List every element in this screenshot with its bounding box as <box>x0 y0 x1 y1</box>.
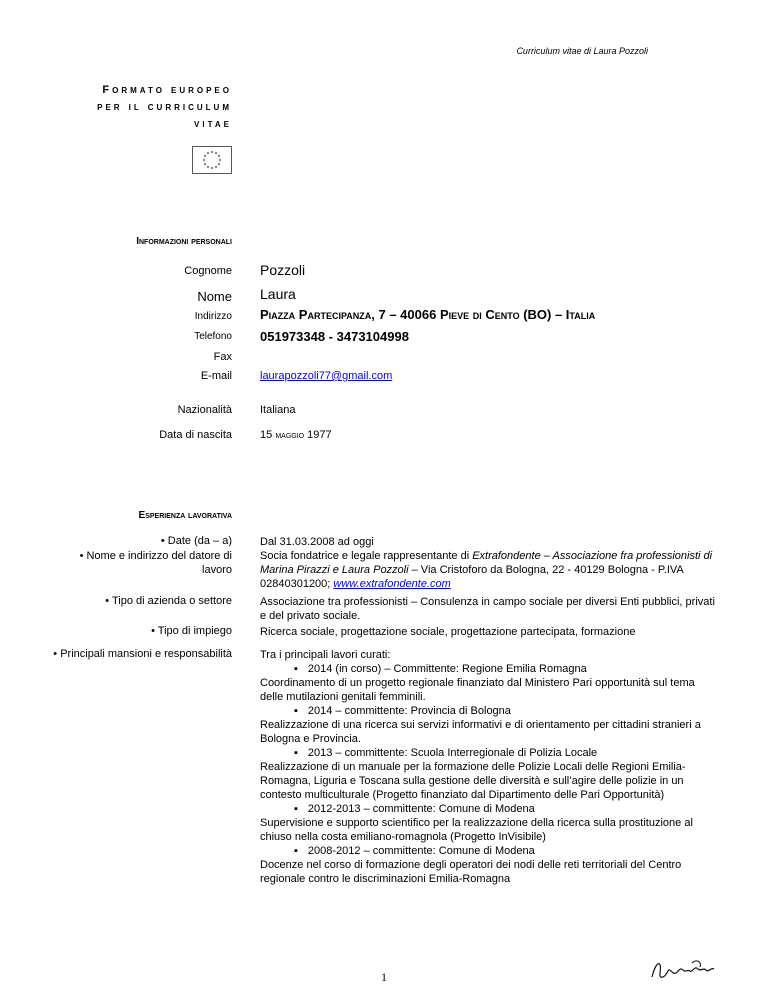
title-line-1: Formato europeo <box>102 84 232 96</box>
employer-name: Extrafondente – Associazione fra professionisti di Marina Pirazzi e Laura Pozzoli <box>260 550 713 576</box>
label-nome: Nome <box>197 289 232 304</box>
label-duties: • Principali mansioni e responsabilità <box>53 648 232 660</box>
duty-bullet: ▪ 2012-2013 – committente: Comune di Modena <box>260 802 720 816</box>
birth-day: 15 <box>260 429 273 441</box>
value-telefono: 051973348 - 3473104998 <box>260 329 409 344</box>
title-line-2: per il curriculum <box>97 101 232 113</box>
page-number: 1 <box>381 970 387 984</box>
value-indirizzo: Piazza Partecipanza, 7 – 40066 Pieve di Cento (BO) – Italia <box>260 307 596 322</box>
label-telefono: Telefono <box>194 331 232 342</box>
label-date: • Date (da – a) <box>160 535 232 547</box>
value-nome: Laura <box>260 286 296 302</box>
label-employer-line-2: lavoro <box>202 564 232 576</box>
eu-flag-icon <box>192 146 232 174</box>
duty-text: Realizzazione di un manuale per la formazione delle Polizie Locali delle Regioni Emilia-Romagna, Liguria e Toscana sulla gestione delle diversità e sull’agire delle polizie in un contesto multiculturale (Progetto finanziato dal Dipartimento delle Pari Opportunità) <box>260 761 686 801</box>
duty-text: Docenze nel corso di formazione degli operatori dei nodi delle reti territoriali del Centro regionale contro le discriminazioni Emilia-Romagna <box>260 859 682 885</box>
section-personal-info: Informazioni personali <box>136 236 232 247</box>
title-line-3: vitae <box>194 118 232 130</box>
label-employer-line-1: • Nome e indirizzo del datore di <box>79 550 232 562</box>
label-sector: • Tipo di azienda o settore <box>105 595 232 607</box>
duty-text: Supervisione e supporto scientifico per la realizzazione della ricerca sulla prostituzione al chiuso nella costa emiliano-romagnola (Progetto InVisibile) <box>260 817 693 843</box>
duty-text: Realizzazione di una ricerca sui servizi informativi e di orientamento per cittadini stranieri a Bologna e Provincia. <box>260 719 701 745</box>
label-email: E-mail <box>200 370 232 382</box>
duty-bullet: ▪ 2014 (in corso) – Committente: Regione Emilia Romagna <box>260 662 720 676</box>
email-link[interactable]: laurapozzoli77@gmail.com <box>260 370 393 382</box>
value-sector: Associazione tra professionisti – Consulenza in campo sociale per diversi Enti pubblici, privati e del privato sociale. <box>260 596 715 622</box>
duty-bullet: ▪ 2013 – committente: Scuola Interregionale di Polizia Locale <box>260 746 720 760</box>
value-data-nascita <box>260 429 332 441</box>
label-data-nascita: Data di nascita <box>159 429 232 441</box>
duties-block <box>260 648 720 886</box>
value-job-type: Ricerca sociale, progettazione sociale, progettazione partecipata, formazione <box>260 626 636 638</box>
label-fax: Fax <box>213 351 232 363</box>
birth-month: maggio <box>275 430 305 441</box>
value-employer <box>260 549 720 591</box>
section-work-experience: Esperienza lavorativa <box>138 510 232 521</box>
birth-year: 1977 <box>307 429 332 441</box>
duty-text: Coordinamento di un progetto regionale finanziato dal Ministero Pari opportunità sul tema delle mutilazioni genitali femminili. <box>260 677 695 703</box>
cv-title <box>60 82 232 133</box>
value-nazionalita: Italiana <box>260 404 296 416</box>
label-job-type: • Tipo di impiego <box>151 625 232 637</box>
duties-intro: Tra i principali lavori curati: <box>260 649 391 661</box>
employer-prefix: Socia fondatrice e legale rappresentante di <box>260 550 473 562</box>
duty-bullet: ▪ 2008-2012 – committente: Comune di Modena <box>260 844 720 858</box>
employer-address: – Via Cristoforo da Bologna, 22 - 40129 Bologna - P.IVA 02840301200; <box>260 564 684 590</box>
label-nazionalita: Nazionalità <box>177 404 232 416</box>
label-indirizzo: Indirizzo <box>194 311 232 322</box>
value-cognome: Pozzoli <box>260 262 306 278</box>
label-cognome: Cognome <box>184 265 232 277</box>
label-employer <box>0 549 232 577</box>
running-header: Curriculum vitae di Laura Pozzoli <box>516 46 648 56</box>
handwritten-signature <box>648 955 720 985</box>
value-date: Dal 31.03.2008 ad oggi <box>260 536 374 548</box>
employer-website-link[interactable]: www.extrafondente.com <box>333 578 451 590</box>
duty-bullet: ▪ 2014 – committente: Provincia di Bologna <box>260 704 720 718</box>
